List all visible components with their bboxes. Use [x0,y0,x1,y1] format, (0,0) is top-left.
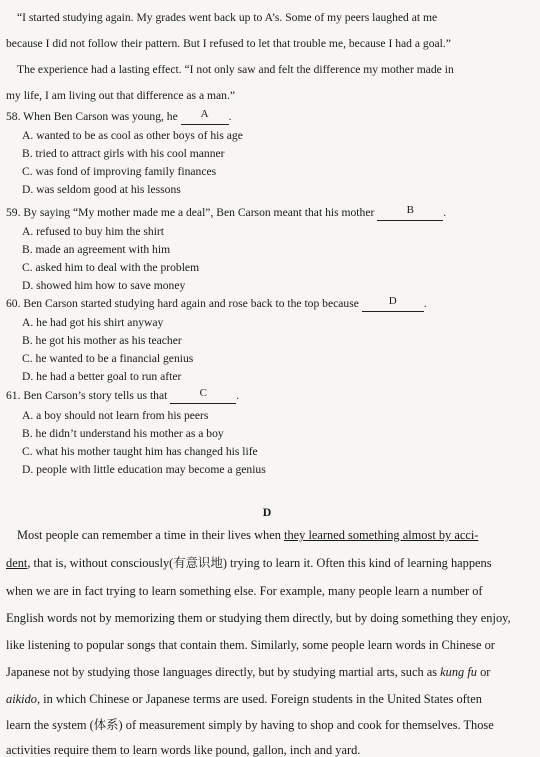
passage-text: Japanese not by studying those languages directly, but by studying martial arts, such as [6,665,441,679]
passage-line: activities require them to learn words like pound, gallon, inch and yard. [6,743,361,757]
question-59: 59. By saying “My mother made me a deal”, Ben Carson meant that his mother B . [6,204,447,219]
passage-text: , that is, without consciously(有意识地) trying to learn it. Often this kind of learning happens [27,556,492,570]
option[interactable]: B. he got his mother as his teacher [22,334,182,347]
handwritten-answer: C [199,387,207,399]
option[interactable]: C. he wanted to be a financial genius [22,352,194,365]
option[interactable]: D. people with little education may become a genius [22,463,266,476]
underlined-phrase: they learned something almost by acci- [284,528,479,542]
passage-line: because I did not follow their pattern. But I refused to let that trouble me, because I had a goal.” [6,37,451,50]
passage-line: “I started studying again. My grades went back up to A’s. Some of my peers laughed at me [17,11,438,24]
option[interactable]: A. refused to buy him the shirt [22,225,165,238]
italic-term: aikido [6,692,37,706]
passage-line: when we are in fact trying to learn something else. For example, many people learn a number of [6,584,483,598]
option[interactable]: B. tried to attract girls with his cool manner [22,147,225,160]
handwritten-answer: B [406,204,414,216]
italic-term: kung fu [440,665,477,679]
handwritten-answer: D [388,295,397,307]
answer-blank[interactable] [377,206,443,221]
option[interactable]: D. was seldom good at his lessons [22,183,181,196]
passage-line [6,556,492,570]
question-stem: 59. By saying “My mother made me a deal”, Ben Carson meant that his mother [6,206,375,219]
option[interactable]: A. wanted to be as cool as other boys of his age [22,129,243,142]
option[interactable]: D. showed him how to save money [22,279,186,292]
question-stem: 61. Ben Carson’s story tells us that [6,389,168,402]
answer-blank[interactable] [181,110,229,125]
passage-line: my life, I am living out that difference as a man.” [6,89,236,102]
question-stem: 58. When Ben Carson was young, he [6,110,178,123]
passage-line: English words not by memorizing them or studying them directly, but by doing something they enjoy, [6,611,511,625]
underlined-phrase: dent [6,556,28,570]
question-stem: 60. Ben Carson started studying hard again and rose back to the top because [6,297,359,310]
passage-line [6,665,490,679]
option[interactable]: C. what his mother taught him has changed his life [22,445,258,458]
option[interactable]: C. asked him to deal with the problem [22,261,200,274]
passage-line: learn the system (体系) of measurement simply by having to shop and cook for themselves. Those [6,718,494,732]
passage-text: Most people can remember a time in their lives when [17,528,285,542]
answer-blank[interactable] [170,389,236,404]
passage-line [6,692,482,706]
passage-line [17,528,478,542]
section-heading: D [262,505,272,519]
question-60: 60. Ben Carson started studying hard again and rose back to the top because D . [6,295,427,310]
passage-line: like listening to popular songs that contain them. Similarly, some people learn words in Chinese or [6,638,495,652]
question-58: 58. When Ben Carson was young, he A . [6,108,232,123]
passage-text: or [477,665,491,679]
option[interactable]: D. he had a better goal to run after [22,370,182,383]
answer-blank[interactable] [362,297,424,312]
passage-text: , in which Chinese or Japanese terms are used. Foreign students in the United States often [36,692,482,706]
option[interactable]: A. he had got his shirt anyway [22,316,164,329]
question-61: 61. Ben Carson’s story tells us that C . [6,387,240,402]
passage-line: The experience had a lasting effect. “I not only saw and felt the difference my mother made in [17,63,454,76]
option[interactable]: A. a boy should not learn from his peers [22,409,209,422]
option[interactable]: B. made an agreement with him [22,243,171,256]
option[interactable]: B. he didn’t understand his mother as a boy [22,427,224,440]
option[interactable]: C. was fond of improving family finances [22,165,217,178]
handwritten-answer: A [200,108,209,120]
